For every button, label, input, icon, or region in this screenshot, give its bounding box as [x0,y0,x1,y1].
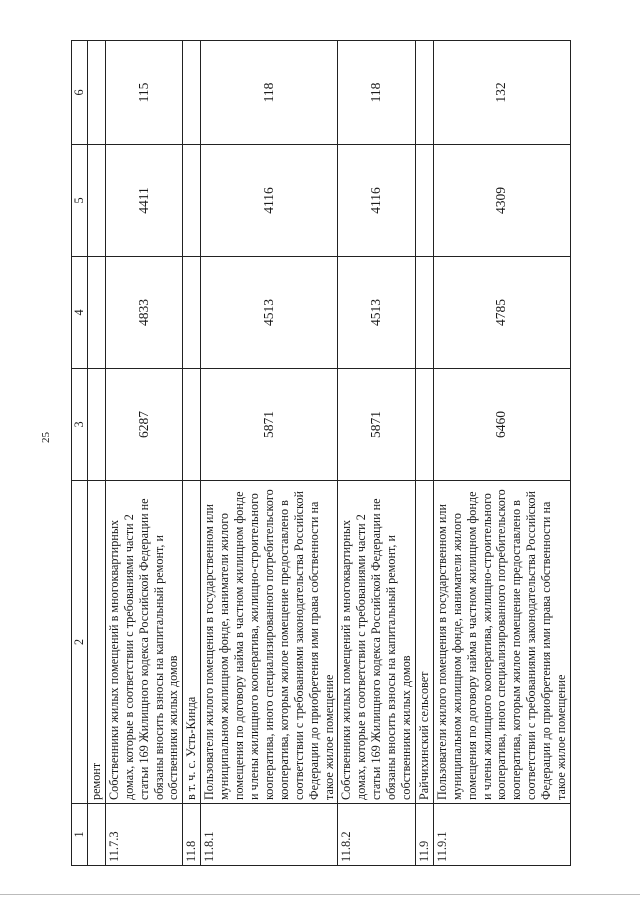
column-3-value: 5871 [201,369,338,481]
column-header-1: 1 [72,804,88,866]
column-header-6: 6 [72,41,88,145]
column-6-value: 118 [201,41,338,145]
column-6-value [415,41,433,145]
table-row [433,41,570,866]
row-description-cell: Собственники жилых помещений в многоквартирных домах, которые в соответствии с требованиями части 2 статьи 169 Жилищного кодекса Российской Федерации не обязаны вносить взносы на капитальный ремонт, и собственники жилых домов [338,481,416,804]
column-3-value [87,369,105,481]
row-description-cell: Райчихинский сельсовет [415,481,433,804]
table-row [415,41,433,866]
column-6-value: 115 [105,41,183,145]
row-code-cell [87,804,105,866]
column-3-value [183,369,201,481]
header-row [72,41,88,866]
column-6-value: 132 [433,41,570,145]
column-3-value: 6460 [433,369,570,481]
column-5-value: 4116 [338,145,416,257]
column-4-value [415,257,433,369]
row-code-cell: 11.8.2 [338,804,416,866]
row-code-cell: 11.9.1 [433,804,570,866]
page-number: 25 [40,432,52,443]
column-4-value [87,257,105,369]
column-5-value: 4411 [105,145,183,257]
column-4-value: 4513 [338,257,416,369]
rotated-page-content [71,41,627,866]
column-5-value: 4116 [201,145,338,257]
column-3-value [415,369,433,481]
scan-edge-line [0,894,640,895]
column-header-5: 5 [72,145,88,257]
column-5-value [87,145,105,257]
row-code-cell: 11.9 [415,804,433,866]
column-4-value: 4513 [201,257,338,369]
column-3-value: 5871 [338,369,416,481]
column-4-value [183,257,201,369]
row-description-cell: Собственники жилых помещений в многоквартирных домах, которые в соответствии с требованиями части 2 статьи 169 Жилищного кодекса Российской Федерации не обязаны вносить взносы на капитальный ремонт, и собственники жилых домов [105,481,183,804]
row-description-cell: Пользователи жилого помещения в государственном или муниципальном жилищном фонде, наниматели жилого помещения по договору найма в частном жилищном фонде и члены жилищного кооператива, жилищно-строительного кооператива, иного специализированного потребительского кооператива, которым жилое помещение предоставлено в соответствии с требованиями законодательства Российской Федерации до приобретения ими права собственности на такое жилое помещение [201,481,338,804]
table-row [105,41,183,866]
column-5-value: 4309 [433,145,570,257]
column-header-3: 3 [72,369,88,481]
column-4-value: 4785 [433,257,570,369]
row-description-cell: в т. ч. с. Усть-Кинда [183,481,201,804]
column-header-2: 2 [72,481,88,804]
row-description-cell: Пользователи жилого помещения в государственном или муниципальном жилищном фонде, наниматели жилого помещения по договору найма в частном жилищном фонде и члены жилищного кооператива, жилищно-строительного кооператива, иного специализированного потребительского кооператива, которым жилое помещение предоставлено в соответствии с требованиями законодательства Российской Федерации до приобретения ими права собственности на такое жилое помещение [433,481,570,804]
column-header-4: 4 [72,257,88,369]
table-row [87,41,105,866]
column-5-value [415,145,433,257]
column-6-value [183,41,201,145]
column-4-value: 4833 [105,257,183,369]
column-5-value [183,145,201,257]
table-row [338,41,416,866]
row-code-cell: 11.7.3 [105,804,183,866]
table-row [183,41,201,866]
row-description-cell: ремонт [87,481,105,804]
table-row [201,41,338,866]
row-code-cell: 11.8 [183,804,201,866]
column-6-value [87,41,105,145]
row-code-cell: 11.8.1 [201,804,338,866]
tariff-table [71,40,571,866]
column-6-value: 118 [338,41,416,145]
table-body [87,41,570,866]
column-3-value: 6287 [105,369,183,481]
